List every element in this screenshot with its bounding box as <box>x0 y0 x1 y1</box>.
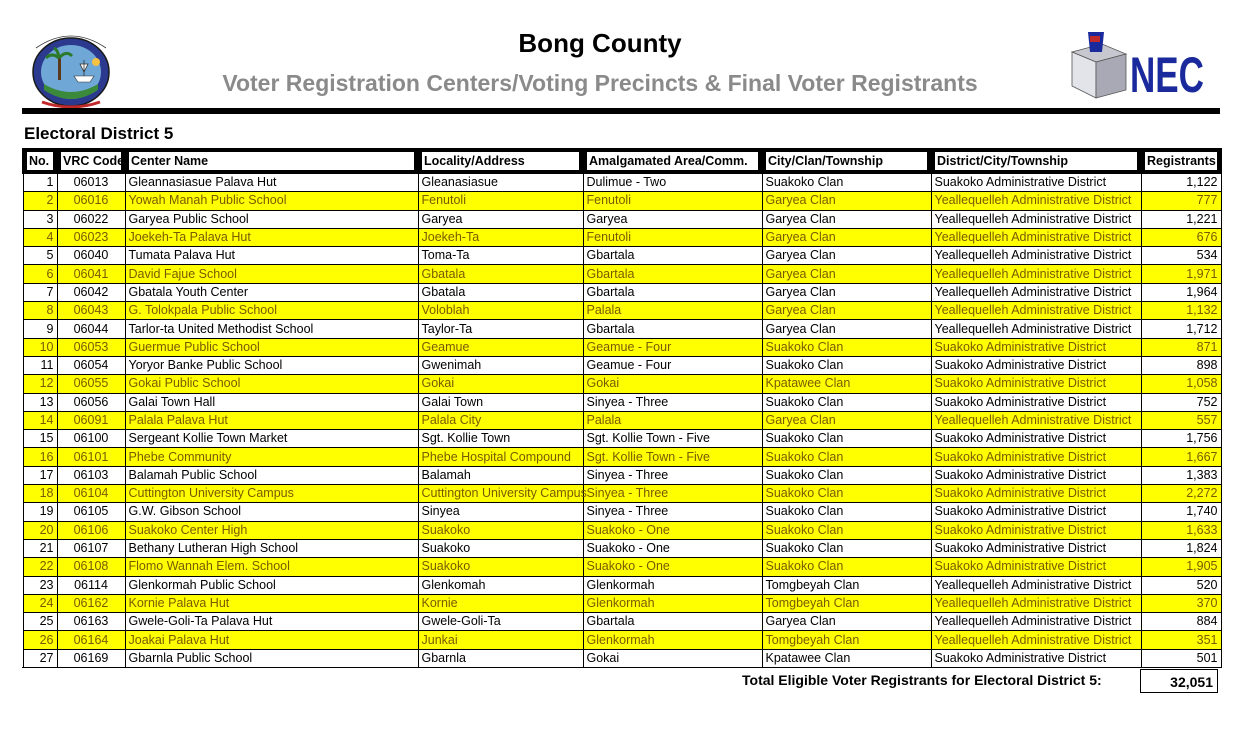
table-cell-locality: Suakoko <box>418 521 583 539</box>
table-cell-code: 06100 <box>57 430 125 448</box>
table-cell-center: Flomo Wannah Elem. School <box>125 558 418 576</box>
table-cell-no: 19 <box>23 503 57 521</box>
table-row <box>23 613 1221 631</box>
table-cell-area: Sgt. Kollie Town - Five <box>583 448 762 466</box>
table-row <box>23 430 1221 448</box>
table-cell-area: Fenutoli <box>583 228 762 246</box>
table-row <box>23 192 1221 210</box>
table-cell-center: Suakoko Center High <box>125 521 418 539</box>
table-cell-district: Yeallequelleh Administrative District <box>931 411 1141 429</box>
table-cell-registrants: 1,971 <box>1141 265 1221 283</box>
table-cell-registrants: 1,964 <box>1141 283 1221 301</box>
table-cell-no: 2 <box>23 192 57 210</box>
table-cell-district: Suakoko Administrative District <box>931 466 1141 484</box>
table-cell-center: Gbarnla Public School <box>125 649 418 667</box>
table-row <box>23 411 1221 429</box>
table-cell-registrants: 1,824 <box>1141 539 1221 557</box>
nec-logo-text: NEC <box>1130 47 1204 103</box>
table-cell-registrants: 1,122 <box>1141 173 1221 192</box>
table-cell-no: 6 <box>23 265 57 283</box>
column-header: Locality/Address <box>418 149 583 173</box>
table-cell-clan: Kpatawee Clan <box>762 375 931 393</box>
table-cell-district: Yeallequelleh Administrative District <box>931 613 1141 631</box>
table-cell-no: 11 <box>23 356 57 374</box>
table-cell-center: Yowah Manah Public School <box>125 192 418 210</box>
table-cell-code: 06055 <box>57 375 125 393</box>
column-header: Amalgamated Area/Comm. <box>583 149 762 173</box>
table-cell-area: Sinyea - Three <box>583 393 762 411</box>
column-header: Registrants <box>1141 149 1221 173</box>
table-cell-registrants: 1,667 <box>1141 448 1221 466</box>
table-cell-registrants: 1,712 <box>1141 320 1221 338</box>
table-cell-center: Tarlor-ta United Methodist School <box>125 320 418 338</box>
table-cell-district: Suakoko Administrative District <box>931 485 1141 503</box>
table-cell-center: Bethany Lutheran High School <box>125 539 418 557</box>
table-cell-clan: Garyea Clan <box>762 302 931 320</box>
table-cell-code: 06044 <box>57 320 125 338</box>
table-row <box>23 503 1221 521</box>
table-cell-no: 4 <box>23 228 57 246</box>
table-cell-code: 06056 <box>57 393 125 411</box>
table-cell-area: Garyea <box>583 210 762 228</box>
nec-ballot-box-logo-icon <box>1068 30 1208 102</box>
table-cell-clan: Suakoko Clan <box>762 558 931 576</box>
table-cell-registrants: 1,221 <box>1141 210 1221 228</box>
table-cell-locality: Gokai <box>418 375 583 393</box>
table-cell-district: Suakoko Administrative District <box>931 649 1141 667</box>
table-cell-clan: Garyea Clan <box>762 411 931 429</box>
table-cell-clan: Garyea Clan <box>762 192 931 210</box>
table-cell-clan: Suakoko Clan <box>762 338 931 356</box>
table-cell-center: Gleannasiasue Palava Hut <box>125 173 418 192</box>
table-cell-code: 06040 <box>57 247 125 265</box>
table-cell-district: Suakoko Administrative District <box>931 375 1141 393</box>
total-label: Total Eligible Voter Registrants for Electoral District 5: <box>742 672 1102 688</box>
table-cell-code: 06164 <box>57 631 125 649</box>
table-cell-code: 06054 <box>57 356 125 374</box>
table-cell-clan: Suakoko Clan <box>762 356 931 374</box>
table-row <box>23 173 1221 192</box>
table-cell-locality: Balamah <box>418 466 583 484</box>
table-cell-no: 10 <box>23 338 57 356</box>
table-cell-center: Guermue Public School <box>125 338 418 356</box>
table-cell-locality: Voloblah <box>418 302 583 320</box>
table-cell-district: Yeallequelleh Administrative District <box>931 210 1141 228</box>
precincts-table <box>22 148 1222 668</box>
table-cell-no: 27 <box>23 649 57 667</box>
table-row <box>23 210 1221 228</box>
table-cell-clan: Suakoko Clan <box>762 430 931 448</box>
table-cell-locality: Gbatala <box>418 283 583 301</box>
table-cell-locality: Junkai <box>418 631 583 649</box>
table-cell-clan: Suakoko Clan <box>762 393 931 411</box>
table-row <box>23 283 1221 301</box>
table-cell-area: Gbartala <box>583 613 762 631</box>
table-header-row <box>23 149 1221 173</box>
total-value: 32,051 <box>1140 669 1218 693</box>
table-cell-clan: Garyea Clan <box>762 247 931 265</box>
table-row <box>23 338 1221 356</box>
table-cell-locality: Glenkomah <box>418 576 583 594</box>
table-cell-code: 06105 <box>57 503 125 521</box>
table-cell-registrants: 520 <box>1141 576 1221 594</box>
table-cell-registrants: 501 <box>1141 649 1221 667</box>
page-title: Bong County <box>518 28 682 58</box>
table-cell-center: Kornie Palava Hut <box>125 594 418 612</box>
table-cell-district: Yeallequelleh Administrative District <box>931 228 1141 246</box>
table-cell-district: Yeallequelleh Administrative District <box>931 594 1141 612</box>
table-cell-no: 8 <box>23 302 57 320</box>
table-cell-clan: Suakoko Clan <box>762 173 931 192</box>
table-cell-locality: Joekeh-Ta <box>418 228 583 246</box>
column-header: VRC Code <box>57 149 125 173</box>
table-cell-code: 06043 <box>57 302 125 320</box>
table-cell-clan: Kpatawee Clan <box>762 649 931 667</box>
table-cell-no: 15 <box>23 430 57 448</box>
table-cell-locality: Suakoko <box>418 558 583 576</box>
table-cell-area: Sinyea - Three <box>583 485 762 503</box>
table-cell-code: 06091 <box>57 411 125 429</box>
table-cell-registrants: 1,756 <box>1141 430 1221 448</box>
table-cell-district: Yeallequelleh Administrative District <box>931 320 1141 338</box>
table-cell-code: 06106 <box>57 521 125 539</box>
table-row <box>23 302 1221 320</box>
table-cell-clan: Tomgbeyah Clan <box>762 576 931 594</box>
table-cell-registrants: 351 <box>1141 631 1221 649</box>
table-cell-no: 13 <box>23 393 57 411</box>
table-row <box>23 228 1221 246</box>
table-cell-no: 5 <box>23 247 57 265</box>
table-cell-registrants: 2,272 <box>1141 485 1221 503</box>
table-cell-district: Suakoko Administrative District <box>931 539 1141 557</box>
table-cell-locality: Gbatala <box>418 265 583 283</box>
table-cell-center: Galai Town Hall <box>125 393 418 411</box>
table-cell-center: Joekeh-Ta Palava Hut <box>125 228 418 246</box>
table-cell-code: 06013 <box>57 173 125 192</box>
table-cell-area: Gokai <box>583 649 762 667</box>
table-cell-no: 1 <box>23 173 57 192</box>
table-cell-no: 22 <box>23 558 57 576</box>
table-cell-locality: Toma-Ta <box>418 247 583 265</box>
table-cell-area: Suakoko - One <box>583 539 762 557</box>
table-cell-clan: Garyea Clan <box>762 210 931 228</box>
table-cell-no: 26 <box>23 631 57 649</box>
table-cell-registrants: 871 <box>1141 338 1221 356</box>
table-cell-clan: Tomgbeyah Clan <box>762 631 931 649</box>
table-cell-area: Palala <box>583 302 762 320</box>
table-cell-district: Yeallequelleh Administrative District <box>931 302 1141 320</box>
table-row <box>23 521 1221 539</box>
table-cell-area: Fenutoli <box>583 192 762 210</box>
header-divider <box>22 108 1220 114</box>
table-cell-district: Suakoko Administrative District <box>931 338 1141 356</box>
table-cell-code: 06041 <box>57 265 125 283</box>
table-cell-locality: Sinyea <box>418 503 583 521</box>
table-cell-district: Suakoko Administrative District <box>931 448 1141 466</box>
table-cell-code: 06053 <box>57 338 125 356</box>
table-row <box>23 594 1221 612</box>
table-cell-clan: Suakoko Clan <box>762 448 931 466</box>
table-cell-center: Balamah Public School <box>125 466 418 484</box>
table-cell-no: 23 <box>23 576 57 594</box>
table-cell-code: 06022 <box>57 210 125 228</box>
table-cell-clan: Suakoko Clan <box>762 466 931 484</box>
table-cell-code: 06162 <box>57 594 125 612</box>
table-cell-clan: Suakoko Clan <box>762 485 931 503</box>
table-cell-clan: Garyea Clan <box>762 320 931 338</box>
table-cell-area: Sinyea - Three <box>583 466 762 484</box>
table-cell-district: Yeallequelleh Administrative District <box>931 192 1141 210</box>
table-cell-clan: Suakoko Clan <box>762 503 931 521</box>
table-cell-registrants: 752 <box>1141 393 1221 411</box>
table-cell-clan: Tomgbeyah Clan <box>762 594 931 612</box>
table-cell-center: Gokai Public School <box>125 375 418 393</box>
table-cell-no: 21 <box>23 539 57 557</box>
table-cell-no: 20 <box>23 521 57 539</box>
table-cell-area: Geamue - Four <box>583 356 762 374</box>
table-cell-locality: Gwenimah <box>418 356 583 374</box>
table-cell-area: Palala <box>583 411 762 429</box>
table-cell-no: 7 <box>23 283 57 301</box>
table-cell-district: Suakoko Administrative District <box>931 521 1141 539</box>
table-cell-registrants: 534 <box>1141 247 1221 265</box>
table-cell-district: Yeallequelleh Administrative District <box>931 283 1141 301</box>
table-cell-area: Suakoko - One <box>583 558 762 576</box>
table-row <box>23 393 1221 411</box>
table-cell-locality: Taylor-Ta <box>418 320 583 338</box>
table-cell-code: 06016 <box>57 192 125 210</box>
table-cell-registrants: 1,132 <box>1141 302 1221 320</box>
table-cell-center: Joakai Palava Hut <box>125 631 418 649</box>
table-cell-center: David Fajue School <box>125 265 418 283</box>
table-cell-locality: Cuttington University Campus <box>418 485 583 503</box>
table-row <box>23 649 1221 667</box>
table-bottom-rule <box>22 667 1220 668</box>
table-cell-district: Suakoko Administrative District <box>931 356 1141 374</box>
table-cell-area: Glenkormah <box>583 576 762 594</box>
table-cell-center: G.W. Gibson School <box>125 503 418 521</box>
table-cell-area: Geamue - Four <box>583 338 762 356</box>
table-cell-registrants: 1,058 <box>1141 375 1221 393</box>
table-cell-clan: Suakoko Clan <box>762 539 931 557</box>
column-header: No. <box>23 149 57 173</box>
table-cell-no: 12 <box>23 375 57 393</box>
table-cell-clan: Garyea Clan <box>762 613 931 631</box>
table-cell-no: 24 <box>23 594 57 612</box>
table-cell-locality: Kornie <box>418 594 583 612</box>
table-cell-clan: Garyea Clan <box>762 265 931 283</box>
table-cell-clan: Suakoko Clan <box>762 521 931 539</box>
column-header: City/Clan/Township <box>762 149 931 173</box>
table-row <box>23 576 1221 594</box>
table-cell-area: Dulimue - Two <box>583 173 762 192</box>
table-cell-locality: Galai Town <box>418 393 583 411</box>
table-cell-code: 06023 <box>57 228 125 246</box>
table-cell-locality: Fenutoli <box>418 192 583 210</box>
table-row <box>23 631 1221 649</box>
table-cell-area: Gbartala <box>583 265 762 283</box>
table-cell-no: 9 <box>23 320 57 338</box>
table-cell-registrants: 676 <box>1141 228 1221 246</box>
table-cell-registrants: 370 <box>1141 594 1221 612</box>
table-cell-code: 06104 <box>57 485 125 503</box>
table-cell-locality: Gwele-Goli-Ta <box>418 613 583 631</box>
column-header: District/City/Township <box>931 149 1141 173</box>
table-cell-center: Glenkormah Public School <box>125 576 418 594</box>
table-row <box>23 448 1221 466</box>
table-cell-registrants: 1,905 <box>1141 558 1221 576</box>
table-row <box>23 375 1221 393</box>
table-cell-code: 06103 <box>57 466 125 484</box>
table-cell-registrants: 1,740 <box>1141 503 1221 521</box>
table-cell-locality: Sgt. Kollie Town <box>418 430 583 448</box>
table-cell-center: Garyea Public School <box>125 210 418 228</box>
table-cell-district: Yeallequelleh Administrative District <box>931 576 1141 594</box>
table-cell-area: Sgt. Kollie Town - Five <box>583 430 762 448</box>
table-cell-no: 17 <box>23 466 57 484</box>
table-cell-district: Yeallequelleh Administrative District <box>931 631 1141 649</box>
table-cell-clan: Garyea Clan <box>762 283 931 301</box>
table-cell-registrants: 884 <box>1141 613 1221 631</box>
table-cell-no: 14 <box>23 411 57 429</box>
table-cell-code: 06108 <box>57 558 125 576</box>
table-row <box>23 265 1221 283</box>
table-cell-district: Suakoko Administrative District <box>931 503 1141 521</box>
table-cell-center: Sergeant Kollie Town Market <box>125 430 418 448</box>
table-cell-area: Gokai <box>583 375 762 393</box>
page-subtitle: Voter Registration Centers/Voting Precincts & Final Voter Registrants <box>222 70 978 96</box>
table-row <box>23 247 1221 265</box>
table-cell-locality: Garyea <box>418 210 583 228</box>
table-cell-code: 06107 <box>57 539 125 557</box>
table-cell-area: Gbartala <box>583 283 762 301</box>
table-row <box>23 320 1221 338</box>
table-cell-center: Palala Palava Hut <box>125 411 418 429</box>
table-cell-center: Tumata Palava Hut <box>125 247 418 265</box>
table-cell-no: 16 <box>23 448 57 466</box>
table-cell-code: 06169 <box>57 649 125 667</box>
table-cell-area: Suakoko - One <box>583 521 762 539</box>
table-cell-locality: Phebe Hospital Compound <box>418 448 583 466</box>
table-row <box>23 356 1221 374</box>
table-cell-locality: Gleanasiasue <box>418 173 583 192</box>
table-cell-no: 18 <box>23 485 57 503</box>
table-cell-registrants: 557 <box>1141 411 1221 429</box>
table-cell-area: Glenkormah <box>583 594 762 612</box>
table-row <box>23 558 1221 576</box>
table-cell-registrants: 1,383 <box>1141 466 1221 484</box>
table-cell-district: Suakoko Administrative District <box>931 558 1141 576</box>
table-cell-clan: Garyea Clan <box>762 228 931 246</box>
table-cell-locality: Palala City <box>418 411 583 429</box>
table-row <box>23 466 1221 484</box>
table-cell-registrants: 777 <box>1141 192 1221 210</box>
table-cell-registrants: 1,633 <box>1141 521 1221 539</box>
column-header: Center Name <box>125 149 418 173</box>
table-cell-district: Yeallequelleh Administrative District <box>931 265 1141 283</box>
table-cell-code: 06163 <box>57 613 125 631</box>
table-cell-area: Gbartala <box>583 320 762 338</box>
table-cell-center: Cuttington University Campus <box>125 485 418 503</box>
table-cell-district: Suakoko Administrative District <box>931 173 1141 192</box>
table-cell-district: Yeallequelleh Administrative District <box>931 247 1141 265</box>
table-cell-registrants: 898 <box>1141 356 1221 374</box>
table-cell-locality: Geamue <box>418 338 583 356</box>
table-cell-area: Gbartala <box>583 247 762 265</box>
table-cell-locality: Gbarnla <box>418 649 583 667</box>
table-cell-center: Phebe Community <box>125 448 418 466</box>
table-cell-no: 25 <box>23 613 57 631</box>
table-cell-code: 06114 <box>57 576 125 594</box>
section-title: Electoral District 5 <box>24 124 174 143</box>
table-cell-district: Suakoko Administrative District <box>931 430 1141 448</box>
table-cell-area: Glenkormah <box>583 631 762 649</box>
table-cell-code: 06101 <box>57 448 125 466</box>
table-cell-area: Sinyea - Three <box>583 503 762 521</box>
table-cell-no: 3 <box>23 210 57 228</box>
table-cell-district: Suakoko Administrative District <box>931 393 1141 411</box>
table-row <box>23 539 1221 557</box>
table-cell-center: Gbatala Youth Center <box>125 283 418 301</box>
table-row <box>23 485 1221 503</box>
table-cell-locality: Suakoko <box>418 539 583 557</box>
table-cell-center: G. Tolokpala Public School <box>125 302 418 320</box>
table-cell-center: Gwele-Goli-Ta Palava Hut <box>125 613 418 631</box>
table-cell-center: Yoryor Banke Public School <box>125 356 418 374</box>
table-cell-code: 06042 <box>57 283 125 301</box>
